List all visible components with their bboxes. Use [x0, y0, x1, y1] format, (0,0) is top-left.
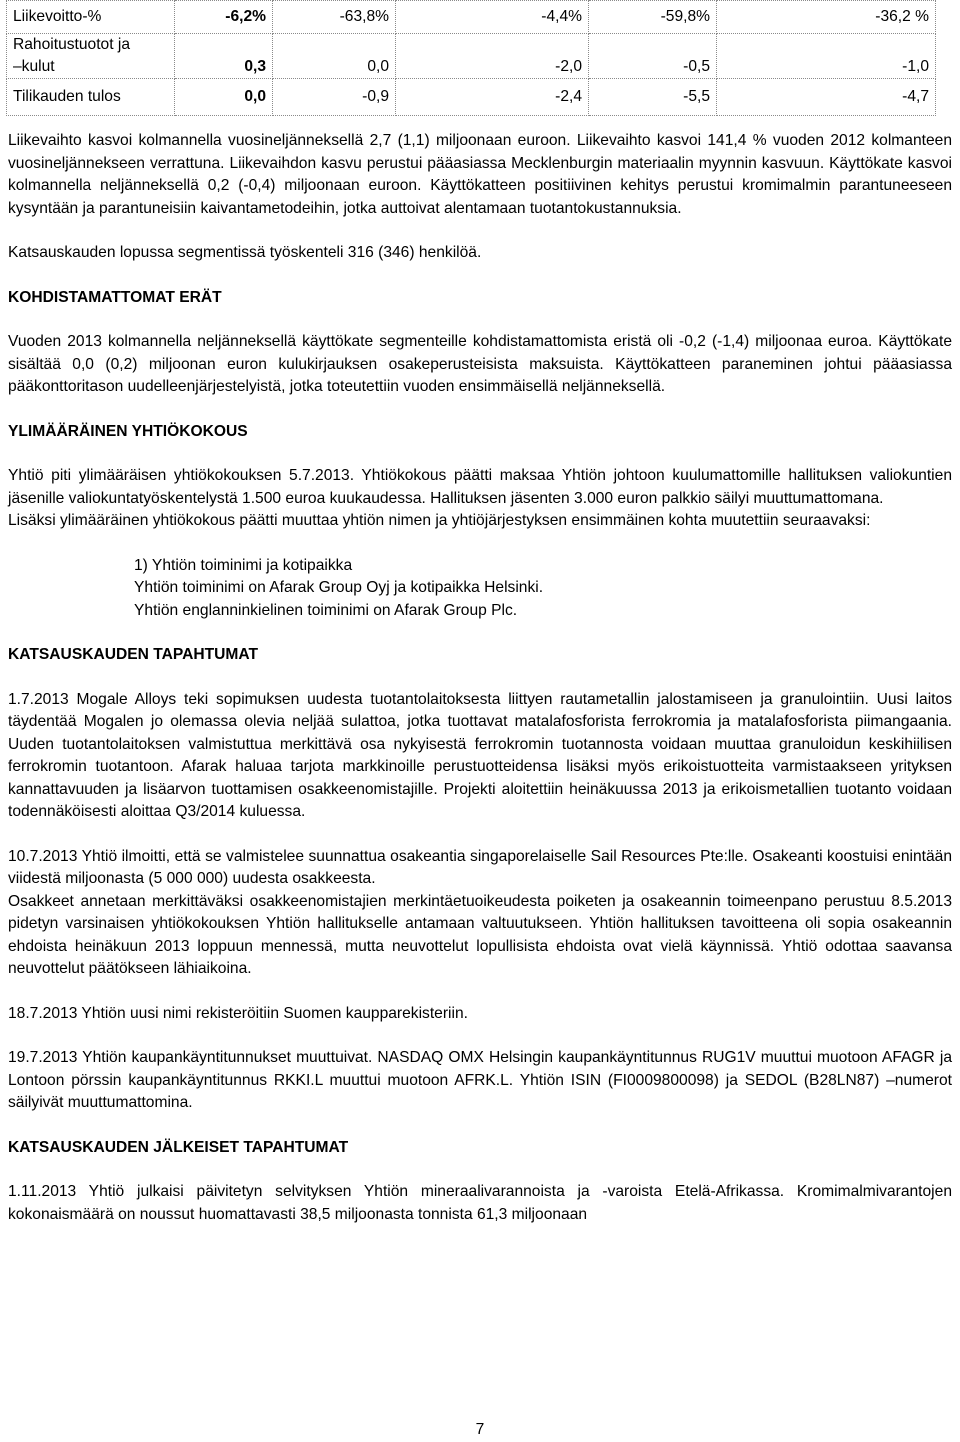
paragraph: 1.7.2013 Mogale Alloys teki sopimuksen uudesta tuotantolaitoksesta liittyen rautametallin jalostamiseen ja granulointiin. Uusi laitos täydentää Mogalen jo olemassa olevia neljää sulattoa, jotka tuottavat matalafosforista ferrokromia ja matalafosforista piimangaania. Uuden tuotantolaitoksen valmistuttua merkittävä osa nykyisestä ferrokromin tuotannosta voidaan muuttaa granuloidun keskihiilisen ferrokromin tuotantoon. Afarak haluaa tarjota markkinoille perustuotteidensa lisäksi myös erikoistuotteita varmistaakseen yrityksen kannattavuuden ja lisäarvon tuottamisen osakkeenomistajille. Projekti aloitettiin heinäkuussa 2013 ja erikoismetallien tuotanto voidaan todennäköisesti aloittaa Q3/2014 kuluessa. [8, 690, 952, 820]
cell: -2,0 [396, 34, 589, 79]
cell: -2,4 [396, 79, 589, 116]
paragraph: 18.7.2013 Yhtiön uusi nimi rekisteröitiin Suomen kaupparekisteriin. [8, 1004, 468, 1022]
cell: -4,4% [396, 1, 589, 34]
paragraph: 10.7.2013 Yhtiö ilmoitti, että se valmistelee suunnattua osakeantia singaporelaiselle Sail Resources Pte:lle. Osakeanti koostuisi enintään viidestä miljoonasta (5 000 000) uudesta osakkeesta. [8, 847, 952, 887]
paragraph: Vuoden 2013 kolmannella neljänneksellä käyttökate segmenteille kohdistamattomista eristä oli -0,2 (-1,4) miljoonaa euroa. Käyttökate sisältää 0,0 (0,2) miljoonan euron kulukirjauksen osakeperusteisista maksuista. Käyttökatteen paraneminen johtui pääasiassa pääkonttoritason uudelleenjärjestelyistä, jotka toteutettiin vuoden ensimmäisellä neljänneksellä. [8, 333, 952, 395]
financial-table [6, 0, 936, 116]
page-number: 7 [475, 1421, 485, 1438]
list-item: Yhtiön toiminimi on Afarak Group Oyj ja kotipaikka Helsinki. [134, 579, 544, 596]
row-label: Liikevoitto-% [7, 1, 175, 34]
cell: -36,2 % [717, 1, 936, 34]
document-page [8, 0, 952, 1226]
table-row [7, 1, 936, 34]
cell: 0,0 [175, 79, 273, 116]
row-label [7, 34, 175, 79]
list-item: 1) Yhtiön toiminimi ja kotipaikka [134, 556, 353, 574]
cell: -63,8% [273, 1, 396, 34]
section-heading: YLIMÄÄRÄINEN YHTIÖKOKOUS [8, 422, 248, 440]
paragraph: Yhtiö piti ylimääräisen yhtiökokouksen 5.7.2013. Yhtiökokous päätti maksaa Yhtiön johtoon kuulumattomille hallituksen valiokuntien jäsenille valiokuntatyöskentelystä 1.500 euroa kuukaudessa. Hallituksen jäsenten 3.000 euron palkkio säilyi muuttumattomana. [8, 467, 952, 507]
list-item: Yhtiön englanninkielinen toiminimi on Afarak Group Plc. [134, 601, 518, 619]
cell: 0,3 [175, 34, 273, 79]
section-heading: KATSAUSKAUDEN JÄLKEISET TAPAHTUMAT [8, 1138, 349, 1156]
articles-list [8, 555, 952, 623]
cell: -59,8% [589, 1, 717, 34]
cell: -5,5 [589, 79, 717, 116]
cell: -6,2% [175, 1, 273, 34]
cell: 0,0 [273, 34, 396, 79]
cell: -1,0 [717, 34, 936, 79]
section-heading: KOHDISTAMATTOMAT ERÄT [8, 288, 222, 306]
paragraph: Lisäksi ylimääräinen yhtiökokous päätti muuttaa yhtiön nimen ja yhtiöjärjestyksen ensimmäinen kohta muutettiin seuraavaksi: [8, 512, 871, 529]
paragraph: Osakkeet annetaan merkittäväksi osakkeenomistajien merkintäetuoikeudesta poiketen ja osakeannin toimeenpano perustuu 8.5.2013 pidetyn varsinaisen yhtiökokouksen Yhtiön hallitukselle antamaan valtuutukseen. Yhtiön hallituksen tavoitteena oli sopia osakeannin ehdoista heinäkuun 2013 loppuun mennessä, mutta neuvottelut lopullisista ehdoista ovat vielä käynnissä. Yhtiö odottaa saavansa neuvottelut päätökseen lähiaikoina. [8, 892, 952, 977]
cell: -0,5 [589, 34, 717, 79]
paragraph: 1.11.2013 Yhtiö julkaisi päivitetyn selvityksen Yhtiön mineraalivarannoista ja -varoista Etelä-Afrikassa. Kromimalmivarantojen kokonaismäärä on noussut huomattavasti 38,5 miljoonasta tonnista 61,3 miljoonaan [8, 1183, 952, 1223]
row-label-line1: Rahoitustuotot ja [13, 36, 131, 53]
paragraph: Liikevaihto kasvoi kolmannella vuosineljänneksellä 2,7 (1,1) miljoonaan euroon. Liikevaihto kasvoi 141,4 % vuoden 2012 kolmanteen vuosineljännekseen verrattuna. Liikevaihdon kasvu perustui pääasiassa Mecklenburgin materiaalin myynnin kasvuun. Käyttökate kasvoi kolmannella neljänneksellä 0,2 (-0,4) miljoonaan euroon. Käyttökatteen positiivinen kehitys perustui kromimalmin parantuneeseen kysyntään ja parantuneisiin kaivantametodeihin, jotka auttoivat alentamaan tuotantokustannuksia. [8, 132, 952, 217]
cell: -0,9 [273, 79, 396, 116]
section-heading: KATSAUSKAUDEN TAPAHTUMAT [8, 646, 259, 663]
table-row [7, 34, 936, 79]
paragraph: Katsauskauden lopussa segmentissä työskenteli 316 (346) henkilöä. [8, 244, 482, 261]
paragraph: 19.7.2013 Yhtiön kaupankäyntitunnukset muuttuivat. NASDAQ OMX Helsingin kaupankäyntitunnus RUG1V muuttui muotoon AFAGR ja Lontoon pörssin kaupankäyntitunnus RKKI.L muuttui muotoon AFRK.L. Yhtiön ISIN (FI0009800098) ja SEDOL (B28LN87) –numerot säilyivät muuttumattomina. [8, 1049, 952, 1111]
table-row [7, 79, 936, 116]
row-label: Tilikauden tulos [7, 79, 175, 116]
row-label-line2: –kulut [13, 58, 55, 75]
cell: -4,7 [717, 79, 936, 116]
